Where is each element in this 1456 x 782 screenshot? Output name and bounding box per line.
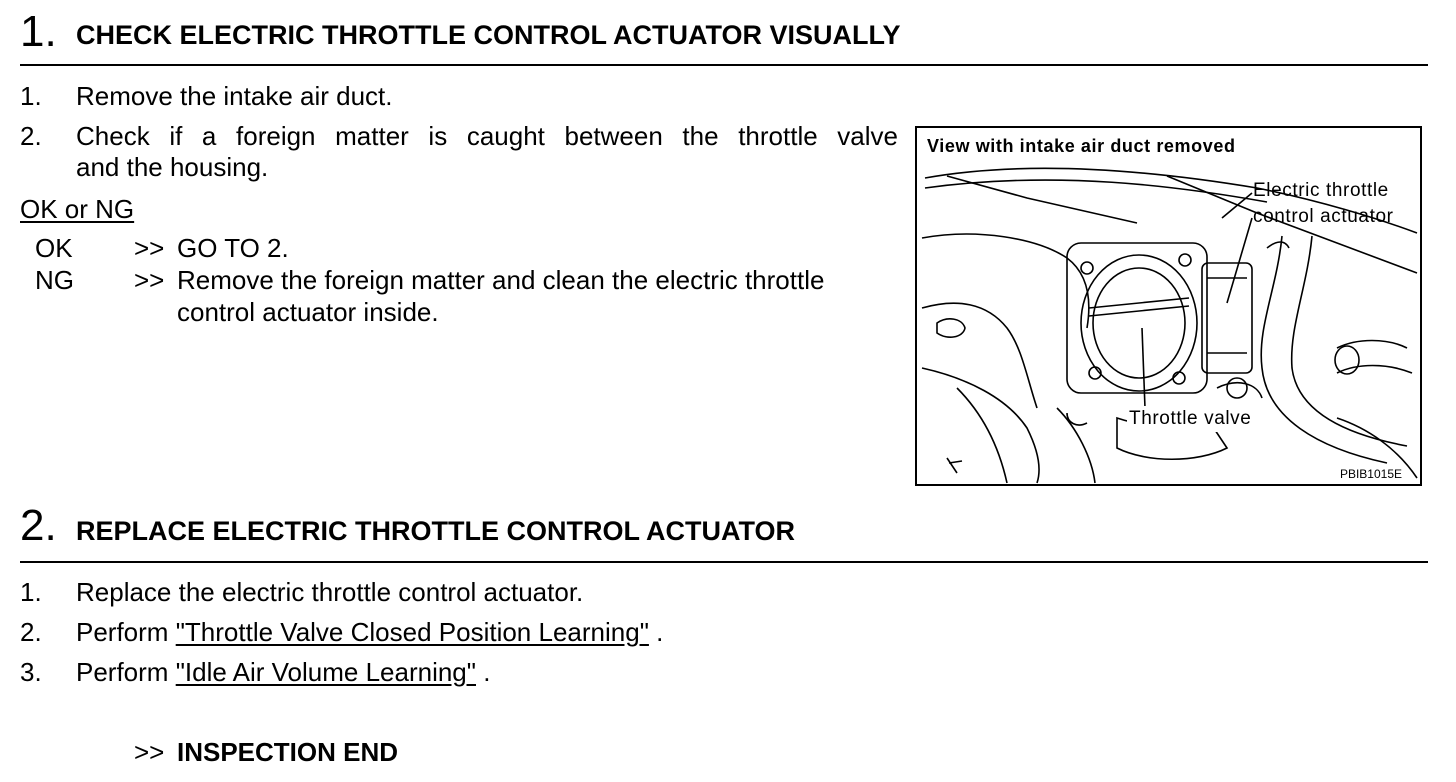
instruction-number: 2. <box>20 121 42 151</box>
instruction-number: 3. <box>20 657 42 687</box>
instruction-text: Check if a foreign matter is caught between the throttle valve <box>76 121 898 151</box>
inspection-end: INSPECTION END <box>177 737 399 767</box>
instruction-line <box>76 657 490 687</box>
figure-title: View with intake air duct removed <box>927 136 1236 156</box>
label-throttle-valve: Throttle valve <box>1127 406 1253 432</box>
result-arrow: >> <box>134 233 165 263</box>
idle-air-volume-learning-link[interactable]: "Idle Air Volume Learning" <box>175 657 476 687</box>
result-action-ng-cont: control actuator inside. <box>177 297 439 327</box>
result-label-ng: NG <box>35 265 74 295</box>
instruction-text: Replace the electric throttle control actuator. <box>76 577 584 607</box>
result-action-ok: GO TO 2. <box>177 233 289 263</box>
result-action-ng: Remove the foreign matter and clean the electric throttle <box>177 265 825 295</box>
step-2-title: REPLACE ELECTRIC THROTTLE CONTROL ACTUATOR <box>76 516 795 546</box>
instruction-suffix: . <box>476 657 491 687</box>
instruction-text-cont: and the housing. <box>76 152 269 182</box>
instruction-number: 1. <box>20 81 42 111</box>
end-arrow: >> <box>134 737 165 767</box>
label-actuator-line1: Electric throttle <box>1253 180 1389 201</box>
step-2-number: 2. <box>20 501 57 550</box>
step-2-divider <box>20 561 1428 563</box>
throttle-valve-learning-link[interactable]: "Throttle Valve Closed Position Learning" <box>175 617 649 647</box>
label-actuator-line2: control actuator <box>1253 206 1394 227</box>
result-heading: OK or NG <box>20 194 135 224</box>
instruction-prefix: Perform <box>76 617 176 647</box>
instruction-line <box>76 617 663 647</box>
throttle-figure <box>915 126 1422 486</box>
step-1-number: 1. <box>20 7 57 56</box>
figure-code: PBIB1015E <box>1339 467 1402 481</box>
instruction-number: 1. <box>20 577 42 607</box>
instruction-text: Remove the intake air duct. <box>76 81 393 111</box>
instruction-number: 2. <box>20 617 42 647</box>
step-1-divider <box>20 64 1428 66</box>
step-1-title: CHECK ELECTRIC THROTTLE CONTROL ACTUATOR VISUALLY <box>76 20 901 50</box>
instruction-suffix: . <box>648 617 664 647</box>
result-arrow: >> <box>134 265 165 295</box>
result-label-ok: OK <box>35 233 73 263</box>
instruction-prefix: Perform <box>76 657 176 687</box>
